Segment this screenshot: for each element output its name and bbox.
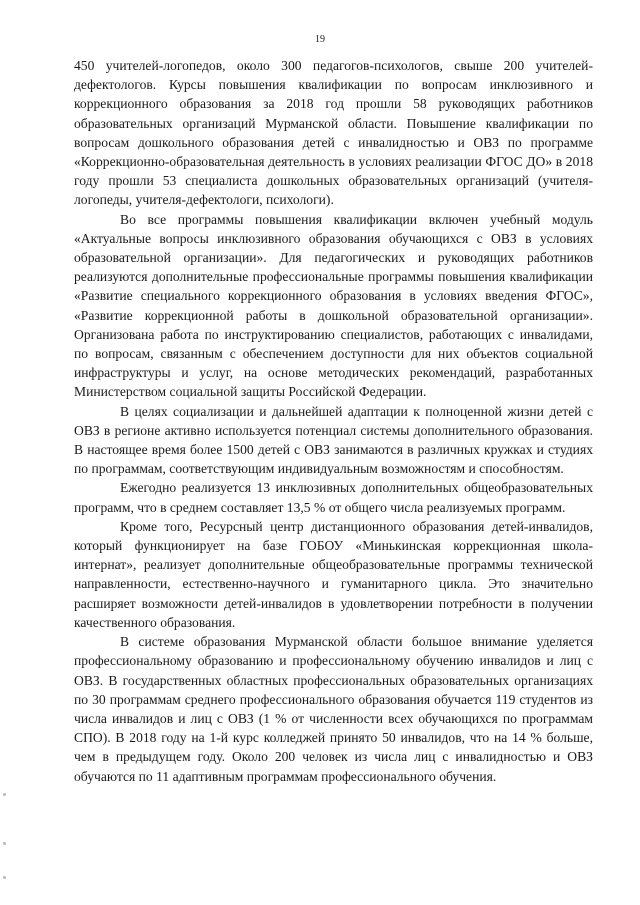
- scan-mark: [3, 842, 6, 845]
- paragraph-resource-center: Кроме того, Ресурсный центр дистанционного образования детей-инвалидов, который функционирует на базе ГОБОУ «Минькинская коррекционная школа-интернат», реализует дополнительные общеобразовательные программы технической направленности, естественно-научного и гуманитарного цикла. Это значительно расширяет возможности детей-инвалидов в удовлетворении потребности в получении качественного образования.: [74, 518, 593, 630]
- page-number: 19: [315, 34, 325, 45]
- scan-mark: [3, 876, 6, 879]
- paragraph-additional-education: В целях социализации и дальнейшей адаптации к полноценной жизни детей с ОВЗ в регионе активно используется потенциал системы дополнительного образования. В настоящее время более 1500 детей с ОВЗ занимаются в различных кружках и студиях по программам, соответствующим индивидуальным возможностям и способностям.: [74, 403, 593, 477]
- scan-mark: [3, 793, 6, 796]
- paragraph-inclusive-programs: Ежегодно реализуется 13 инклюзивных дополнительных общеобразовательных программ, что в среднем составляет 13,5 % от общего числа реализуемых программ.: [74, 480, 593, 515]
- paragraph-training-modules: Во все программы повышения квалификации включен учебный модуль «Актуальные вопросы инклюзивного образования обучающихся с ОВЗ в условиях образовательной организации». Для педагогических и руководящих работников реализуются дополнительные профессиональные программы повышения квалификации «Развитие специального коррекционного образования в условиях введения ФГОС», «Развитие коррекционной работы в дошкольной образовательной организации». Организована работа по инструктированию специалистов, работающих с инвалидами, по вопросам, связанным с обеспечением доступности для них объектов социальной инфраструктуры и услуг, на основе методических рекомендаций, разработанных Министерством социальной защиты Российской Федерации.: [74, 211, 593, 400]
- document-body: [74, 56, 593, 786]
- paragraph-vocational-education: В системе образования Мурманской области большое внимание уделяется профессиональному образованию и профессиональному обучению инвалидов и лиц с ОВЗ. В государственных областных профессиональных образовательных организациях по 30 программам среднего профессионального образования обучается 119 студентов из числа инвалидов и лиц с ОВЗ (1 % от численности всех обучающихся по программам СПО). В 2018 году на 1-й курс колледжей принято 50 инвалидов, что на 14 % больше, чем в предыдущем году. Около 200 человек из числа лиц с инвалидностью и ОВЗ обучаются по 11 адаптивным программам профессионального обучения.: [74, 634, 593, 784]
- paragraph-continuation: 450 учителей-логопедов, около 300 педагогов-психологов, свыше 200 учителей-дефектологов. Курсы повышения квалификации по вопросам инклюзивного и коррекционного образования за 2018 год прошли 58 руководящих работников образовательных организаций Мурманской области. Повышение квалификации по вопросам дошкольного образования детей с инвалидностью и ОВЗ по программе «Коррекционно-образовательная деятельность в условиях реализации ФГОС ДО» в 2018 году прошли 53 специалиста дошкольных образовательных организаций (учителя-логопеды, учителя-дефектологи, психологи).: [74, 58, 593, 208]
